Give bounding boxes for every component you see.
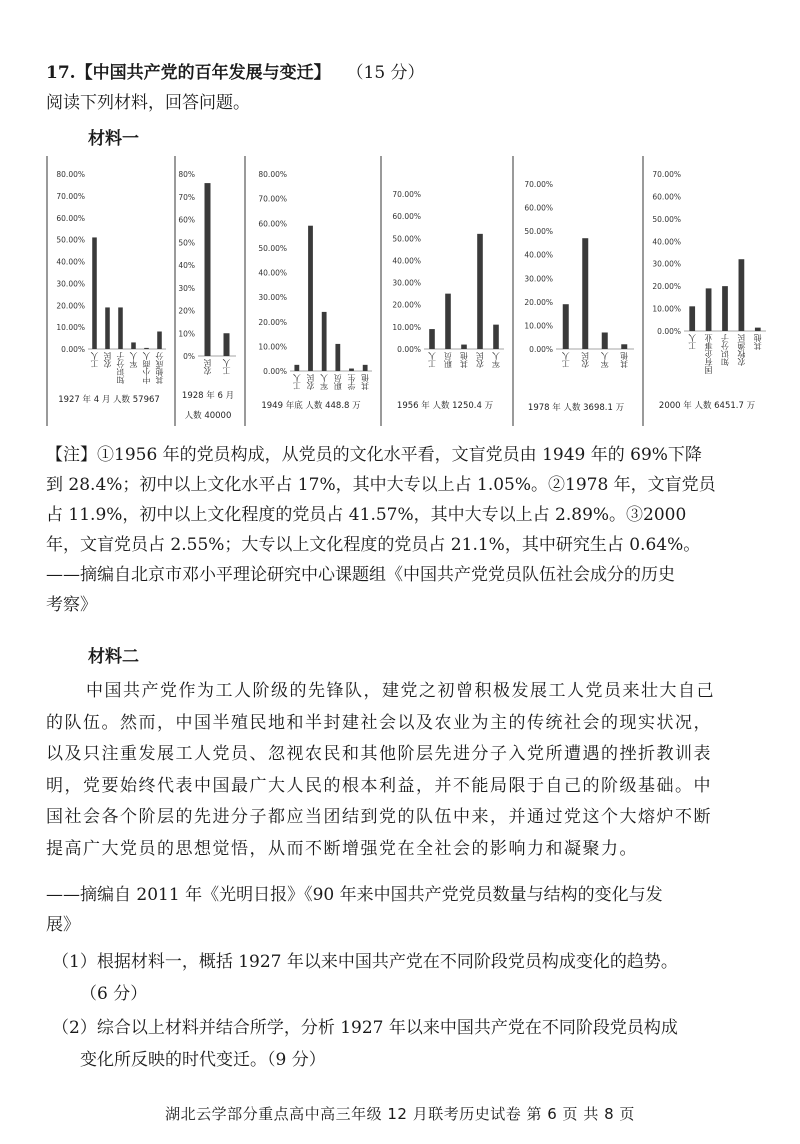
y-tick-label: 40.00%	[56, 257, 85, 267]
note-line: 【注】①1956 年的党员构成，从党员的文化水平看，文盲党员由 1949 年的 69%下降	[46, 445, 702, 465]
bar	[118, 307, 123, 349]
y-tick-label: 30.00%	[392, 278, 421, 288]
chart-1928	[174, 156, 240, 426]
bar	[349, 369, 354, 371]
chart-caption-2: 人数 40000	[184, 411, 232, 421]
y-tick-label: 70.00%	[524, 180, 553, 189]
category-label: 知识分子	[116, 352, 125, 384]
bar	[335, 344, 340, 371]
material2-source-line: 展》	[46, 915, 80, 935]
category-label: 国有企事业	[704, 334, 714, 374]
question-1-score: （6 分）	[80, 984, 148, 1004]
bar	[224, 333, 230, 356]
y-tick-label: 0.00%	[263, 367, 287, 376]
y-tick-label: 0%	[183, 352, 195, 361]
bar	[493, 325, 499, 349]
category-label: 其他	[459, 352, 469, 368]
category-label: 军人	[600, 352, 610, 368]
category-label: 其他成分	[155, 352, 164, 384]
y-tick-label: 0.00%	[61, 345, 85, 354]
category-label: 工人	[90, 352, 99, 368]
y-tick-label: 0.00%	[397, 345, 421, 354]
material2-source	[46, 880, 768, 940]
y-tick-label: 50.00%	[258, 243, 287, 253]
bar	[621, 344, 627, 349]
question-2-line: （2）综合以上材料并结合所学，分析 1927 年以来中国共产党在不同阶段党员构成	[52, 1018, 678, 1038]
material2-line: 提高广大党员的思想觉悟，从而不断增强党在全社会的影响力和凝聚力。	[46, 838, 638, 859]
y-tick-label: 50.00%	[652, 214, 681, 224]
category-label: 其他	[360, 374, 370, 390]
y-tick-label: 50.00%	[524, 227, 553, 237]
category-label: 农民	[475, 352, 485, 368]
category-label: 军人	[319, 374, 329, 390]
category-label: 中小商人	[142, 352, 151, 384]
question-score: （15 分）	[346, 63, 425, 83]
bar-chart-svg	[176, 156, 240, 426]
material2-line: 的队伍。然而，中国半殖民地和半封建社会以及农业为主的传统社会的现实状况，	[46, 712, 712, 733]
y-tick-label: 40.00%	[524, 250, 553, 260]
y-tick-label: 70%	[178, 192, 195, 202]
category-label: 其他	[619, 352, 629, 368]
y-tick-label: 50%	[178, 238, 195, 248]
bar	[563, 304, 569, 349]
y-tick-label: 40.00%	[258, 268, 287, 278]
material2-heading: 材料二	[88, 647, 139, 667]
y-tick-label: 70.00%	[392, 190, 421, 199]
bar-chart-svg	[382, 156, 508, 426]
material2-body	[46, 676, 768, 865]
chart-2000	[642, 156, 770, 426]
note-line: 年，文盲党员占 2.55%；大专以上文化程度的党员占 21.1%，其中研究生占 0.64%。	[46, 535, 701, 555]
category-label: 知识分子	[720, 334, 730, 366]
bar	[755, 328, 761, 331]
bar	[92, 237, 97, 349]
category-label: 农民	[103, 352, 112, 368]
y-tick-label: 10.00%	[392, 322, 421, 332]
y-tick-label: 20.00%	[392, 300, 421, 310]
material2-line: 国社会各个阶层的先进分子都应当团结到党的队伍中来，并通过党这个大熔炉不断	[46, 807, 712, 827]
bar	[157, 332, 162, 350]
y-tick-label: 30%	[178, 283, 195, 293]
y-tick-label: 70.00%	[652, 170, 681, 179]
bar	[131, 342, 136, 349]
chart-caption: 1927 年 4 月 人数 57967	[58, 395, 160, 405]
material1-note	[46, 440, 768, 620]
note-line: 到 28.4%；初中以上文化水平占 17%，其中大专以上占 1.05%。②1978 年，文盲党员	[46, 475, 716, 495]
y-tick-label: 60.00%	[652, 192, 681, 202]
y-tick-label: 60.00%	[392, 212, 421, 222]
category-label: 农民	[580, 352, 590, 368]
category-label: 军人	[491, 352, 501, 368]
question-1	[52, 946, 774, 1010]
note-line: 占 11.9%，初中以上文化程度的党员占 41.57%，其中大专以上占 2.89%。③2000	[46, 505, 687, 525]
bar-chart-svg	[246, 156, 376, 426]
question-1-line: （1）根据材料一，概括 1927 年以来中国共产党在不同阶段党员构成变化的趋势。	[52, 952, 678, 972]
question-2-line-2: 变化所反映的时代变迁。（9 分）	[80, 1050, 326, 1070]
category-label: 农牧渔民	[736, 334, 746, 366]
y-tick-label: 70.00%	[258, 194, 287, 204]
y-tick-label: 10.00%	[524, 321, 553, 331]
chart-caption: 1956 年 人数 1250.4 万	[396, 401, 494, 411]
y-tick-label: 40%	[178, 261, 195, 270]
category-label: 职员	[443, 352, 453, 368]
y-tick-label: 10.00%	[258, 342, 287, 352]
chart-caption: 2000 年 人数 6451.7 万	[658, 401, 756, 411]
bar	[322, 312, 327, 371]
category-label: 工人	[222, 359, 231, 375]
chart-1956	[380, 156, 508, 426]
y-tick-label: 80%	[178, 170, 195, 179]
y-tick-label: 0.00%	[529, 345, 553, 354]
bar	[461, 345, 467, 349]
bar	[582, 238, 588, 349]
y-tick-label: 20.00%	[56, 301, 85, 311]
instruction: 阅读下列材料，回答问题。	[46, 93, 250, 113]
bar	[477, 234, 483, 349]
bar	[144, 348, 149, 349]
category-label: 工人	[561, 352, 571, 368]
bar	[429, 329, 435, 349]
material2-source-line: ——摘编自 2011 年《光明日报》《90 年来中国共产党党员数量与结构的变化与发	[46, 885, 663, 905]
y-tick-label: 30.00%	[56, 279, 85, 289]
y-tick-label: 60.00%	[524, 203, 553, 213]
category-label: 工人	[427, 352, 437, 368]
y-tick-label: 20.00%	[524, 297, 553, 307]
y-tick-label: 20.00%	[652, 282, 681, 292]
chart-1927	[46, 156, 170, 426]
bar	[602, 333, 608, 350]
bar	[689, 306, 695, 331]
bar	[105, 307, 110, 349]
page-footer: 湖北云学部分重点高中高三年级 12 月联考历史试卷 第 6 页 共 8 页	[165, 1105, 635, 1123]
y-tick-label: 30.00%	[652, 259, 681, 269]
bar	[739, 259, 745, 331]
y-tick-label: 20%	[178, 306, 195, 316]
chart-1949	[244, 156, 376, 426]
category-label: 其他	[753, 334, 763, 350]
y-tick-label: 60.00%	[258, 219, 287, 229]
bar	[722, 286, 728, 331]
bar	[205, 183, 211, 356]
y-tick-label: 50.00%	[56, 235, 85, 245]
y-tick-label: 80.00%	[56, 170, 85, 179]
bar-chart-svg	[48, 156, 170, 426]
category-label: 农民	[203, 359, 212, 375]
y-tick-label: 30.00%	[524, 274, 553, 284]
material2-line: 明，党要始终代表中国最广大人民的根本利益，并不能局限于自己的阶级基础。中	[46, 775, 712, 796]
y-tick-label: 0.00%	[657, 327, 681, 336]
y-tick-label: 30.00%	[258, 293, 287, 303]
y-tick-label: 10%	[178, 329, 195, 339]
y-tick-label: 10.00%	[652, 304, 681, 314]
category-label: 学生	[347, 374, 356, 390]
material1-charts	[46, 156, 771, 428]
bar	[308, 226, 313, 371]
y-tick-label: 50.00%	[392, 234, 421, 244]
bar	[294, 365, 299, 371]
category-label: 职员	[333, 374, 343, 390]
y-tick-label: 80.00%	[258, 170, 287, 179]
note-source-line: ——摘编自北京市邓小平理论研究中心课题组《中国共产党党员队伍社会成分的历史	[46, 565, 675, 585]
question-title-line	[46, 62, 768, 84]
bar-chart-svg	[644, 156, 770, 426]
chart-caption: 1978 年 人数 3698.1 万	[527, 403, 625, 413]
category-label: 工人	[687, 334, 697, 350]
bar	[445, 294, 451, 349]
material2-line: 以及只注重发展工人党员、忽视农民和其他阶层先进分子入党所遭遇的挫折教训表	[46, 744, 712, 764]
y-tick-label: 10.00%	[56, 323, 85, 333]
question-title: 17.【中国共产党的百年发展与变迁】	[46, 63, 331, 83]
material1-heading: 材料一	[88, 129, 139, 149]
note-source-line: 考察》	[46, 595, 97, 615]
y-tick-label: 70.00%	[56, 191, 85, 201]
y-tick-label: 20.00%	[258, 317, 287, 327]
y-tick-label: 40.00%	[652, 237, 681, 247]
category-label: 农民	[306, 374, 315, 390]
chart-caption: 1949 年底 人数 448.8 万	[261, 401, 361, 411]
y-tick-label: 60%	[178, 215, 195, 225]
bar	[363, 365, 368, 371]
chart-1978	[512, 156, 638, 426]
bar	[706, 288, 712, 331]
y-tick-label: 40.00%	[392, 256, 421, 266]
category-label: 工人	[292, 374, 302, 390]
bar-chart-svg	[514, 156, 638, 426]
question-2	[52, 1012, 774, 1076]
chart-caption: 1928 年 6 月	[181, 391, 235, 401]
y-tick-label: 60.00%	[56, 213, 85, 223]
category-label: 军人	[129, 352, 138, 368]
material2-line: 中国共产党作为工人阶级的先锋队，建党之初曾积极发展工人党员来壮大自己	[86, 681, 715, 701]
